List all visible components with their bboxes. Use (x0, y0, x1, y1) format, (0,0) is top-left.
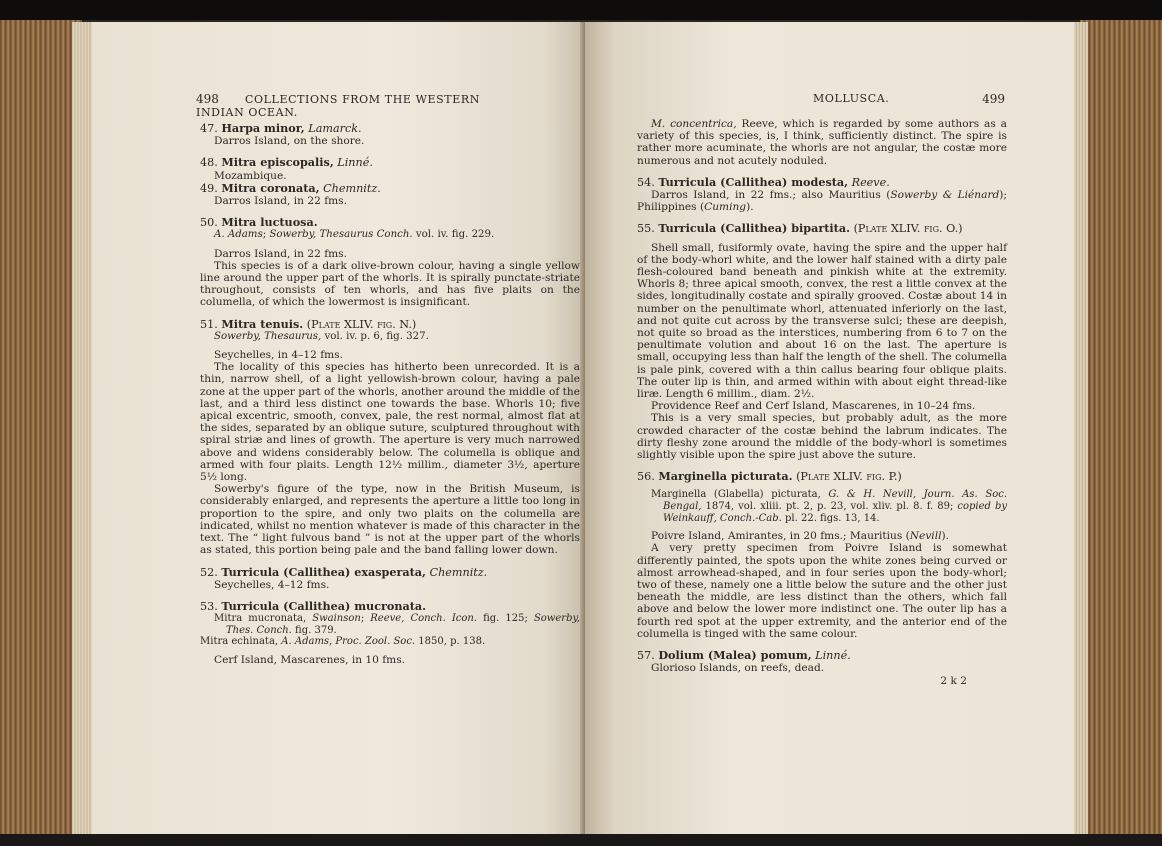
entry-54-locality: Darros Island, in 22 fms.; also Mauritius (Sowerby & Liénard); Philippines (Cuming). (637, 189, 1007, 214)
entry-55-text-1: Shell small, fusiformly ovate, having the spire and the upper half of the body-whorl white, and the lower half stained with a dirty pale flesh-coloured band beneath and pinkish white at the extremity. Whorls 8; three apical smooth, convex, the rest a little convex at the sides, longitudinally costate and spirally grooved. Costæ about 14 in number on the penultimate whorl, attenuated inferiorly on the last, and not quite cut across by the transverse sulci; these are deepish, not quite so broad as the interstices, numbering from 6 to 7 on the penultimate volution and about 16 on the last. The aperture is small, occupying less than half the length of the shell. The columella is pale pink, covered with a thin callus bearing four oblique plaits. The outer lip is thin, and armed within with about eight thread-like liræ. Length 6 millim., diam. 2½. (637, 241, 1007, 401)
entry-51-title: 51. Mitra tenuis. (Plate XLIV. fig. N.) (200, 316, 417, 331)
entry-50-title: 50. Mitra luctuosa. (200, 215, 318, 230)
entry-56-title: 56. Marginella picturata. (Plate XLIV. fig. P.) (637, 469, 902, 484)
entry-55-text-3: This is a very small species, but probably adult, as the more crowded character of the costæ behind the labrum indicates. The dirty fleshy zone around the middle of the body-whorl is sometimes slightly visible upon the spire just above the suture. (637, 412, 1007, 462)
right-content (637, 118, 1007, 687)
page-stack-left (72, 22, 94, 834)
entry-57-title: 57. Dolium (Malea) pomum, Linné. (637, 648, 851, 663)
entry-47-locality: Darros Island, on the shore. (214, 135, 365, 148)
entry-53-synonym-2: Mitra echinata, A. Adams, Proc. Zool. Soc. 1850, p. 138. (200, 636, 486, 648)
entry-56-synonym: Marginella (Glabella) picturata, G. & H. Nevill, Journ. As. Soc. Bengal, 1874, vol. xliii. pt. 2, p. 23, vol. xliv. pl. 8. f. 89; copied by Weinkauff, Conch.-Cab. pl. 22. figs. 13, 14. (651, 489, 1007, 524)
entry-55-title: 55. Turricula (Callithea) bipartita. (Plate XLIV. fig. O.) (637, 221, 963, 236)
bottom-bar (0, 834, 1162, 846)
entry-51-text-1: The locality of this species has hitherto been unrecorded. It is a thin, narrow shell, of a light yellowish-brown colour, having a pale zone at the upper part of the whorls, another around the middle of the last, and a third less distinct one towards the base. Whorls 10; five apical excentric, smooth, convex, pale, the rest normal, almost flat at the sides, separated by an oblique suture, sculptured throughout with spiral striæ and lines of growth. The aperture is very much narrowed above and widens considerably below. The columella is oblique and armed with four plaits. Length 12½ millim., diameter 3½, aperture 5½ long. (200, 361, 580, 484)
entry-54-title: 54. Turricula (Callithea) modesta, Reeve. (637, 174, 890, 189)
right-running-head (715, 92, 1005, 105)
entry-50-locality: Darros Island, in 22 fms. (214, 247, 347, 260)
entry-50-reference: A. Adams; Sowerby, Thesaurus Conch. vol. iv. fig. 229. (214, 229, 495, 241)
entry-47-title: 47. Harpa minor, Lamarck. (200, 121, 362, 135)
right-head-text: MOLLUSCA. (813, 92, 890, 105)
left-page-number: 498 (196, 92, 219, 106)
top-bar (0, 0, 1162, 20)
entry-52-locality: Seychelles, 4–12 fms. (214, 578, 330, 591)
entry-53-locality: Cerf Island, Mascarenes, in 10 fms. (214, 653, 406, 666)
entry-49-locality: Darros Island, in 22 fms. (214, 195, 347, 208)
book-edge-left (0, 20, 82, 835)
entry-51-reference: Sowerby, Thesaurus, vol. iv. p. 6, fig. 327. (214, 330, 429, 342)
entry-50-text: This species is of a dark olive-brown colour, having a single yellow line around the upper part of the whorls. It is spirally punctate-striate throughout, consists of ten whorls, and has five plaits on the columella, of which the lowermost is insignificant. (200, 259, 580, 309)
book-edge-right (1080, 20, 1162, 835)
right-page-number: 499 (982, 92, 1005, 106)
entry-49-title: 49. Mitra coronata, Chemnitz. (200, 180, 381, 195)
entry-48-title: 48. Mitra episcopalis, Linné. (200, 155, 373, 170)
entry-51-locality: Seychelles, in 4–12 fms. (214, 349, 343, 362)
entry-52-title: 52. Turricula (Callithea) exasperata, Chemnitz. (200, 564, 488, 579)
signature-mark: 2 k 2 (940, 674, 967, 687)
entry-56-locality: Poivre Island, Amirantes, in 20 fms.; Mauritius (Nevill). (651, 530, 949, 543)
left-head-text: COLLECTIONS FROM THE WESTERN INDIAN OCEAN. (196, 93, 480, 119)
entry-55-text-2: Providence Reef and Cerf Island, Mascarenes, in 10–24 fms. (651, 400, 976, 413)
entry-53-synonym-1: Mitra mucronata, Swainson; Reeve, Conch. Icon. fig. 125; Sowerby, Thes. Conch. fig. 379. (214, 613, 580, 636)
entry-48-locality: Mozambique. (214, 169, 287, 182)
entry-53-title: 53. Turricula (Callithea) mucronata. (200, 598, 427, 613)
left-content (200, 122, 580, 666)
left-page (92, 22, 584, 834)
entry-56-text: A very pretty specimen from Poivre Island is somewhat differently painted, the spots upon the white zones being curved or almost arrowhead-shaped, and in four series upon the body-whorl; two of these, namely one a little below the suture and the other just beneath the middle, are less distinct than the others, which fall above and below the lower more indistinct one. The outer lip has a fourth red spot at the upper extremity, and the anterior end of the columella is tinged with the same colour. (637, 542, 1007, 640)
intro-paragraph: M. concentrica, Reeve, which is regarded by some authors as a variety of this species, is, I think, sufficiently distinct. The spire is rather more acuminate, the whorls are not angular, the costæ more numerous and not acutely noduled. (637, 118, 1007, 167)
left-running-head (196, 92, 488, 119)
entry-51-text-2: Sowerby's figure of the type, now in the British Museum, is considerably enlarged, and represents the aperture a little too long in proportion to the spire, and only two plaits on the columella are indicated, whilst no mention whatever is made of this character in the text. The “ light fulvous band ” is not at the upper part of the whorls as stated, this portion being pale and the band falling lower down. (200, 483, 580, 557)
entry-57-locality: Glorioso Islands, on reefs, dead. (651, 662, 825, 675)
right-page (585, 22, 1074, 834)
